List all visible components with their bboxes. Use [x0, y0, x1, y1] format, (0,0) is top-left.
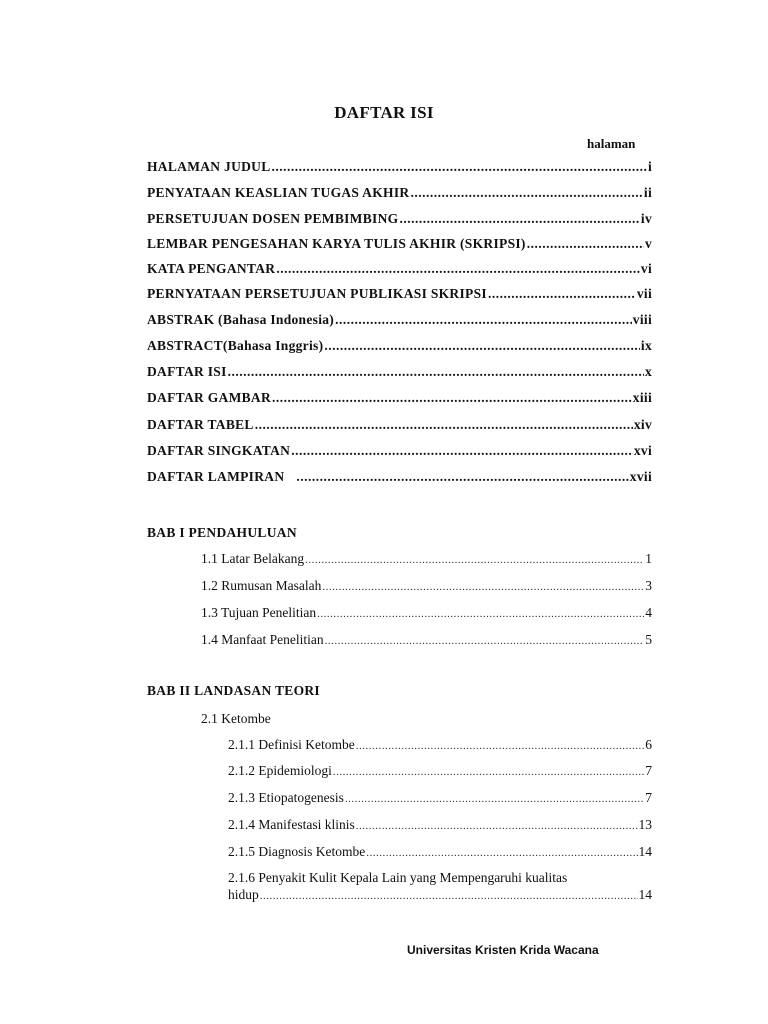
toc-entry-label: ABSTRAK (Bahasa Indonesia) [147, 312, 335, 327]
toc-entry-page: xiii [632, 390, 652, 405]
chapter-heading: BAB II LANDASAN TEORI [147, 683, 320, 698]
toc-leader [276, 261, 640, 277]
toc-leader [488, 286, 636, 302]
toc-entry-label: 2.1.1 Definisi Ketombe [228, 737, 355, 752]
toc-leader [272, 159, 647, 175]
toc-entry-label: PERNYATAAN PERSETUJUAN PUBLIKASI SKRIPSI [147, 286, 487, 301]
toc-entry [147, 443, 652, 459]
toc-subentry-wrapped-first-line: 2.1.6 Penyakit Kulit Kepala Lain yang Mempengaruhi kualitas [228, 870, 568, 885]
toc-entry [147, 211, 652, 227]
toc-entry-label: ABSTRACT(Bahasa Inggris) [147, 338, 324, 353]
toc-entry-page: 1 [645, 551, 652, 566]
toc-subentry [228, 763, 652, 779]
toc-entry-page: ii [643, 185, 652, 200]
toc-entry-label: 1.2 Rumusan Masalah [201, 578, 322, 593]
toc-leader [333, 766, 644, 778]
toc-entry-page: xvi [633, 443, 652, 458]
toc-entry-label: DAFTAR GAMBAR [147, 390, 272, 405]
toc-leader [356, 740, 645, 752]
page-footer: Universitas Kristen Krida Wacana [407, 943, 599, 957]
toc-entry-label: PENYATAAN KEASLIAN TUGAS AKHIR [147, 185, 410, 200]
toc-entry [147, 312, 652, 328]
toc-leader [410, 185, 642, 201]
toc-leader [317, 608, 644, 620]
toc-entry-page: 6 [645, 737, 652, 752]
toc-leader [296, 469, 628, 485]
toc-entry-page: i [647, 159, 652, 174]
toc-entry-page: viii [632, 312, 652, 327]
toc-entry-page: vii [636, 286, 652, 301]
toc-leader [228, 364, 644, 380]
toc-subentry [201, 605, 652, 621]
toc-entry-page: xiv [633, 417, 652, 432]
section-heading: 2.1 Ketombe [201, 711, 271, 726]
toc-subentry [228, 817, 652, 833]
page-title: DAFTAR ISI [334, 103, 434, 122]
toc-entry-label: 1.1 Latar Belakang [201, 551, 305, 566]
toc-entry-label: 2.1.2 Epidemiologi [228, 763, 332, 778]
toc-entry-label: DAFTAR LAMPIRAN [147, 469, 285, 484]
toc-entry [147, 469, 652, 485]
toc-entry-page: 3 [645, 578, 652, 593]
toc-entry-page: 5 [645, 632, 652, 647]
toc-leader [272, 390, 632, 406]
toc-entry-label: KATA PENGANTAR [147, 261, 276, 276]
toc-subentry [201, 632, 652, 648]
toc-entry [147, 338, 652, 354]
toc-subentry [201, 578, 652, 594]
toc-entry [147, 261, 652, 277]
toc-leader [527, 236, 644, 252]
toc-entry [147, 159, 652, 175]
toc-entry-page: 7 [645, 790, 652, 805]
toc-entry-label: DAFTAR ISI [147, 364, 227, 379]
toc-entry-page: ix [640, 338, 652, 353]
toc-entry [147, 364, 652, 380]
toc-entry-page: iv [640, 211, 652, 226]
toc-entry [147, 185, 652, 201]
toc-leader [260, 890, 638, 902]
toc-subentry [228, 790, 652, 806]
page-column-header: halaman [587, 136, 636, 151]
toc-entry [147, 286, 652, 302]
toc-entry-label: hidup [228, 887, 259, 902]
toc-entry-label: PERSETUJUAN DOSEN PEMBIMBING [147, 211, 399, 226]
toc-leader [345, 793, 644, 805]
toc-subentry [228, 887, 652, 903]
toc-entry-label: LEMBAR PENGESAHAN KARYA TULIS AKHIR (SKRIPSI) [147, 236, 526, 251]
toc-entry-page: 4 [645, 605, 652, 620]
toc-entry-label: 2.1.3 Etiopatogenesis [228, 790, 344, 805]
toc-entry-page: x [644, 364, 652, 379]
toc-leader [335, 312, 632, 328]
toc-entry-page: 13 [638, 817, 652, 832]
chapter-heading: BAB I PENDAHULUAN [147, 525, 297, 540]
toc-leader [255, 417, 633, 433]
toc-leader [322, 581, 644, 593]
toc-leader [324, 338, 640, 354]
toc-entry-page: 7 [645, 763, 652, 778]
toc-entry-label: DAFTAR SINGKATAN [147, 443, 291, 458]
toc-leader [399, 211, 639, 227]
toc-entry-page: xvii [629, 469, 652, 484]
toc-leader [325, 635, 645, 647]
toc-leader [305, 554, 644, 566]
toc-entry [147, 236, 652, 252]
toc-subentry [228, 737, 652, 753]
toc-entry-label: 1.3 Tujuan Penelitian [201, 605, 317, 620]
toc-entry [147, 390, 652, 406]
toc-entry-label: DAFTAR TABEL [147, 417, 254, 432]
toc-entry-page: vi [640, 261, 652, 276]
toc-entry-label: 1.4 Manfaat Penelitian [201, 632, 324, 647]
toc-leader [366, 847, 637, 859]
toc-entry-label: 2.1.5 Diagnosis Ketombe [228, 844, 366, 859]
toc-entry-page: v [644, 236, 652, 251]
toc-leader [291, 443, 633, 459]
toc-subentry [228, 844, 652, 860]
toc-leader [356, 820, 638, 832]
toc-entry-page: 14 [638, 844, 652, 859]
toc-entry-page: 14 [638, 887, 652, 902]
toc-entry [147, 417, 652, 433]
toc-entry-label: 2.1.4 Manifestasi klinis [228, 817, 355, 832]
toc-subentry [201, 551, 652, 567]
toc-entry-label: HALAMAN JUDUL [147, 159, 271, 174]
